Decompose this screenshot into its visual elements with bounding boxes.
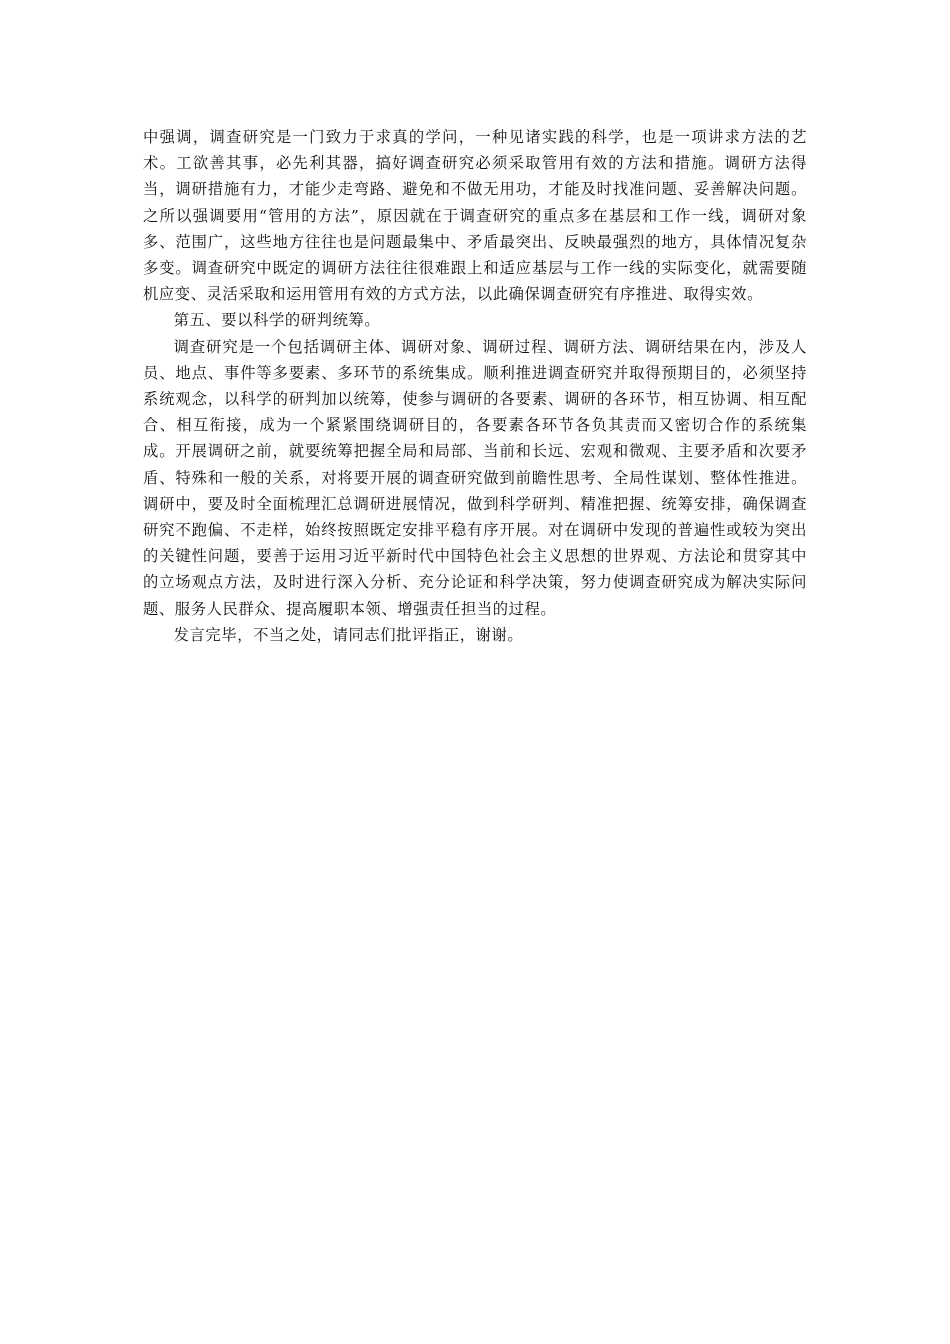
section-heading-fifth: 第五、要以科学的研判统筹。 <box>173 311 381 330</box>
paragraph-methods: 中强调，调查研究是一门致力于求真的学问，一种见诸实践的科学，也是一项讲求方法的艺术。工欲善其事，必先利其器，搞好调查研究必须采取管用有效的方法和措施。调研方法得当，调研措施有力，才能少走弯路、避免和不做无用功，才能及时找准问题、妥善解决问题。之所以强调要用“管用的方法”，原因就在于调查研究的重点多在基层和工作一线，调研对象多、范围广，这些地方往往也是问题最集中、矛盾最突出、反映最强烈的地方，具体情况复杂多变。调查研究中既定的调研方法往往很难跟上和适应基层与工作一线的实际变化，就需要随机应变、灵活采取和运用管用有效的方式方法，以此确保调查研究有序推进、取得实效。 <box>143 128 807 304</box>
document-body <box>143 124 807 648</box>
paragraph-coordination: 调查研究是一个包括调研主体、调研对象、调研过程、调研方法、调研结果在内，涉及人员、地点、事件等多要素、多环节的系统集成。顺利推进调查研究并取得预期目的，必须坚持系统观念，以科学的研判加以统筹，使参与调研的各要素、调研的各环节，相互协调、相互配合、相互衔接，成为一个紧紧围绕调研目的，各要素各环节各负其责而又密切合作的系统集成。开展调研之前，就要统筹把握全局和局部、当前和长远、宏观和微观、主要矛盾和次要矛盾、特殊和一般的关系，对将要开展的调查研究做到前瞻性思考、全局性谋划、整体性推进。调研中，要及时全面梳理汇总调研进展情况，做到科学研判、精准把握、统筹安排，确保调查研究不跑偏、不走样，始终按照既定安排平稳有序开展。对在调研中发现的普遍性或较为突出的关键性问题，要善于运用习近平新时代中国特色社会主义思想的世界观、方法论和贯穿其中的立场观点方法，及时进行深入分析、充分论证和科学决策，努力使调查研究成为解决实际问题、服务人民群众、提高履职本领、增强责任担当的过程。 <box>143 337 807 618</box>
paragraph-closing: 发言完毕，不当之处，请同志们批评指正，谢谢。 <box>173 625 524 644</box>
